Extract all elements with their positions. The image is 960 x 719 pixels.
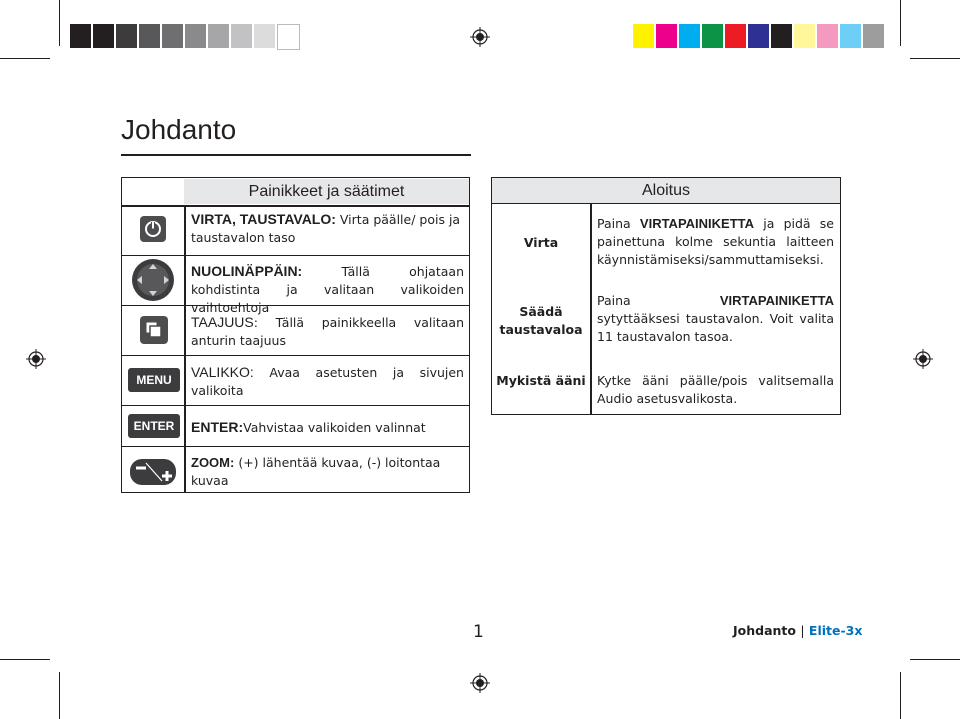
dpad-description	[191, 262, 464, 317]
zoom-rocker-icon	[128, 455, 178, 487]
zoom-name: ZOOM:	[191, 455, 235, 470]
start-text-power	[597, 215, 834, 269]
enter-description	[191, 418, 464, 437]
dpad-text: Tällä ohjataan kohdistinta ja valitaan valikoiden vaihtoehtoja	[191, 264, 464, 315]
start-mute-post: Kytke ääni päälle/pois valitsemalla Audio asetusvalikosta.	[597, 373, 834, 406]
page-number: 1	[473, 622, 484, 642]
start-text-backlight	[597, 292, 834, 346]
registration-mark-bottom-icon	[470, 673, 490, 693]
registration-mark-right-icon	[913, 349, 933, 369]
start-backlight-pre: Paina	[597, 293, 720, 308]
registration-mark-top-icon	[470, 27, 490, 47]
footer-section: Johdanto	[733, 623, 796, 638]
start-backlight-post: sytyttääksesi taustavalon. Voit valita 11 taustavalon tasoa.	[597, 311, 834, 344]
enter-name: ENTER:	[191, 419, 244, 435]
dpad-icon	[128, 258, 178, 302]
color-swatch	[748, 24, 769, 48]
gray-swatch	[70, 24, 91, 48]
gray-swatch	[185, 24, 206, 48]
menu-description	[191, 363, 464, 400]
title-rule	[121, 154, 471, 156]
power-icon	[128, 214, 178, 244]
running-footer	[733, 623, 862, 638]
color-swatch	[817, 24, 838, 48]
frequency-text: : Tällä painikkeella valitaan anturin taajuus	[191, 315, 464, 348]
start-label-backlight: Säädä taustavaloa	[499, 304, 583, 337]
dpad-name: NUOLINÄPPÄIN:	[191, 263, 303, 279]
footer-product: Elite-3x	[808, 623, 863, 638]
enter-key-label: ENTER	[133, 419, 175, 433]
menu-key-label: MENU	[136, 373, 172, 387]
start-label-mute: Mykistä ääni	[496, 373, 586, 388]
gray-swatch	[231, 24, 252, 48]
zoom-description	[191, 454, 464, 490]
enter-text: Vahvistaa valikoiden valinnat	[243, 420, 426, 435]
color-swatch	[794, 24, 815, 48]
start-table-header: Aloitus	[492, 178, 840, 204]
page-title: Johdanto	[121, 114, 237, 145]
color-swatch	[679, 24, 700, 48]
color-swatch	[656, 24, 677, 48]
start-power-post: ja pidä se painettuna kolme sekuntia laitteen käynnistämiseksi/sammuttamiseksi.	[597, 216, 834, 267]
controls-table-header: Painikkeet ja säätimet	[184, 179, 469, 204]
gray-swatch	[139, 24, 160, 48]
start-power-pre: Paina	[597, 216, 640, 231]
controls-table	[121, 177, 470, 493]
color-swatch	[725, 24, 746, 48]
gray-swatch	[277, 24, 300, 50]
power-text: Virta päälle/ pois ja taustavalon taso	[191, 212, 461, 245]
frequency-name: TAAJUUS	[191, 314, 254, 330]
start-backlight-bold: VIRTAPAINIKETTA	[719, 293, 834, 308]
zoom-text: (+) lähentää kuvaa, (-) loitontaa kuvaa	[191, 455, 441, 488]
footer-separator: |	[800, 623, 805, 638]
start-text-mute	[597, 372, 834, 408]
color-swatch	[840, 24, 861, 48]
registration-mark-left-icon	[26, 349, 46, 369]
gray-swatch	[93, 24, 114, 48]
pages-icon	[128, 315, 178, 345]
gray-swatch	[254, 24, 275, 48]
enter-key-icon	[128, 414, 180, 438]
menu-key-icon	[128, 368, 180, 392]
start-label-power: Virta	[523, 235, 559, 250]
color-swatch	[863, 24, 884, 48]
gray-swatch	[162, 24, 183, 48]
menu-text: Avaa asetusten ja sivujen valikoita	[191, 365, 464, 398]
start-power-bold: VIRTAPAINIKETTA	[639, 216, 755, 231]
color-swatch	[771, 24, 792, 48]
color-swatch	[702, 24, 723, 48]
menu-name: VALIKKO:	[191, 364, 254, 380]
gray-swatch	[208, 24, 229, 48]
frequency-description	[191, 313, 464, 350]
start-table	[491, 177, 841, 415]
power-name: VIRTA, TAUSTAVALO:	[191, 211, 336, 227]
gray-swatch	[116, 24, 137, 48]
power-description	[191, 210, 464, 247]
color-swatch	[633, 24, 654, 48]
